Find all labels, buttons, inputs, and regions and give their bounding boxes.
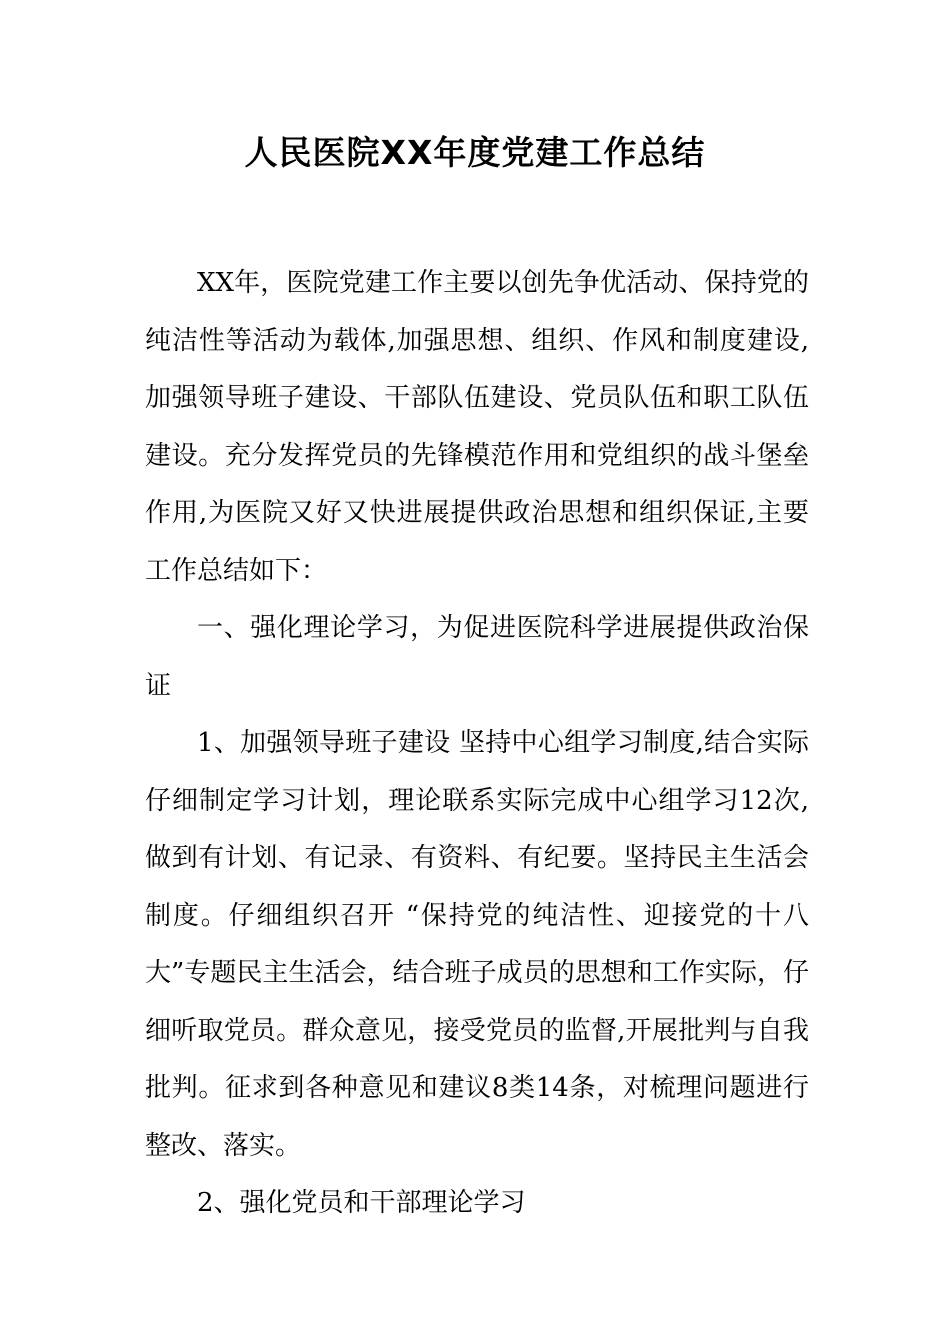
paragraph-intro: XX年，医院党建工作主要以创先争优活动、保持党的纯洁性等活动为载体,加强思想、组织、作风和制度建设,加强领导班子建设、干部队伍建设、党员队伍和职工队伍建设。充分发挥党员的先锋模范作用和党组织的战斗堡垒作用,为医院又好又快进展提供政治思想和组织保证,主要工作总结如下： [145,268,809,586]
paragraph-item-2: 2、强化党员和干部理论学习 [197,1188,526,1218]
section-heading-1: 一、强化理论学习，为促进医院科学进展提供政治保证 [145,613,809,701]
document-body [145,255,809,1233]
paragraph-item-1: 1、加强领导班子建设 坚持中心组学习制度,结合实际仔细制定学习计划，理论联系实际完成中心组学习12次,做到有计划、有记录、有资料、有纪要。坚持民主生活会制度。仔细组织召开 “保持党的纯洁性、迎接党的十八大”专题民主生活会，结合班子成员的思想和工作实际，仔细听取党员。群众意见，接受党员的监督,开展批判与自我批判。征求到各种意见和建议8类14条，对梳理问题进行整改、落实。 [145,728,809,1161]
document-title: 人民医院XX年度党建工作总结 [244,133,706,172]
